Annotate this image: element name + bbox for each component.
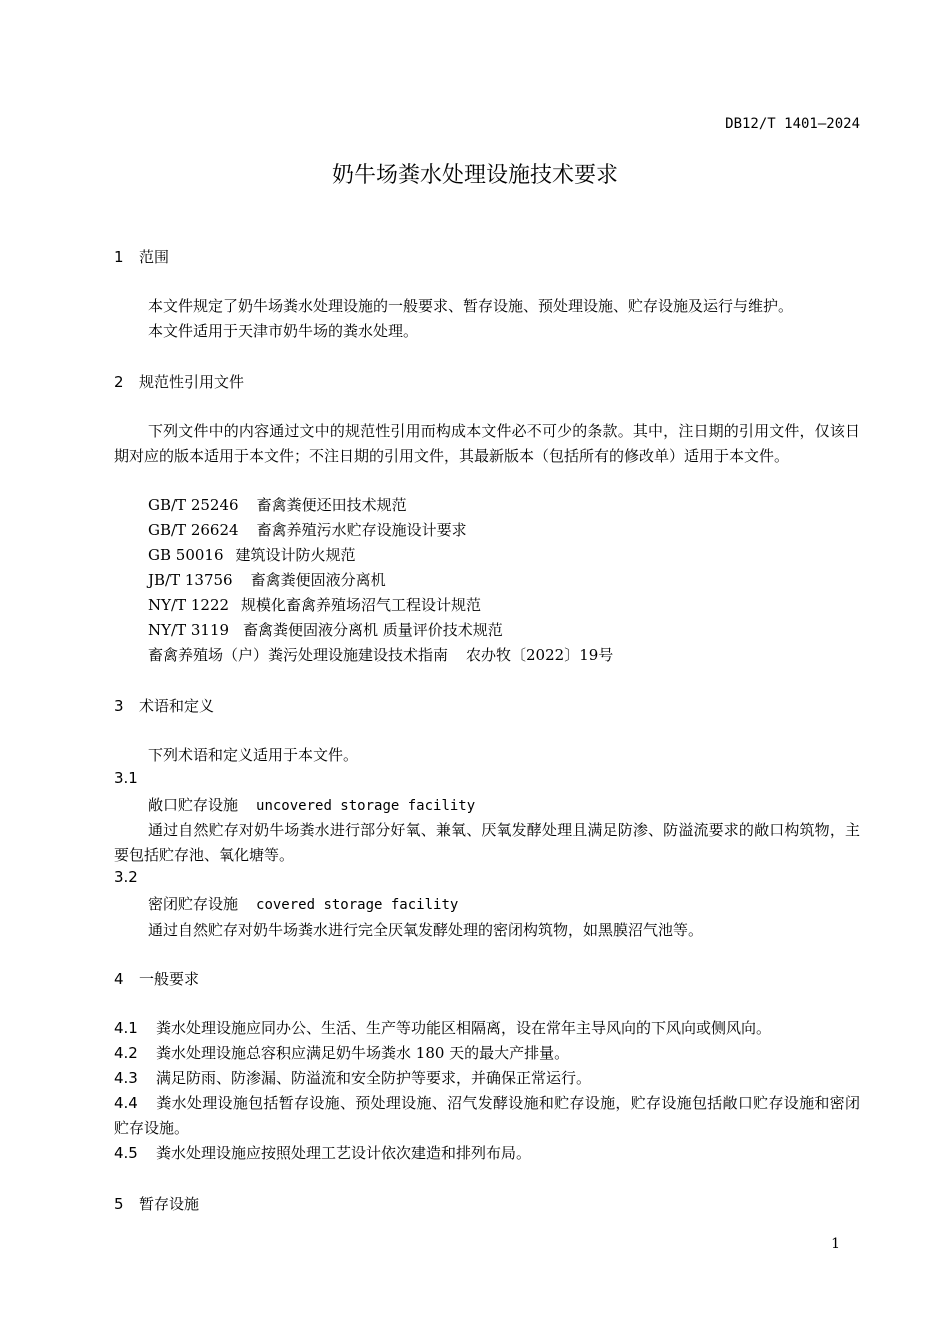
reference-name: 畜禽粪便还田技术规范 (256, 496, 407, 514)
term-number: 3.2 (114, 868, 138, 886)
section-title: 规范性引用文件 (139, 373, 245, 391)
reference-code: NY/T 1222 (148, 596, 230, 614)
item-text: 粪水处理设施应按照处理工艺设计依次建造和排列布局。 (156, 1144, 532, 1162)
reference-name: 农办牧〔2022〕19号 (466, 646, 614, 664)
reference-item (148, 644, 613, 665)
section-number: 2 (114, 373, 124, 391)
requirement-item (114, 1016, 860, 1041)
reference-code: GB/T 26624 (148, 521, 239, 539)
section-3-heading (114, 695, 214, 716)
paragraph: 下列文件中的内容通过文中的规范性引用而构成本文件必不可少的条款。其中，注日期的引用文件，仅该日期对应的版本适用于本文件；不注日期的引用文件，其最新版本（包括所有的修改单）适用于本文件。 (114, 422, 860, 465)
requirement-item (114, 1091, 860, 1140)
reference-code: 畜禽养殖场（户）粪污处理设施建设技术指南 (148, 646, 449, 664)
term-en: covered storage facility (256, 897, 459, 913)
section-number: 1 (114, 248, 124, 266)
section-title: 范围 (139, 248, 170, 266)
page-title: 奶牛场粪水处理设施技术要求 (331, 163, 618, 188)
item-number: 4.5 (114, 1144, 138, 1162)
reference-code: GB/T 25246 (148, 496, 239, 514)
item-text: 粪水处理设施包括暂存设施、预处理设施、沼气发酵设施和贮存设施，贮存设施包括敞口贮存设施和密闭贮存设施。 (114, 1094, 860, 1137)
section-1-heading (114, 246, 169, 267)
reference-code: GB 50016 (148, 546, 224, 564)
reference-code: JB/T 13756 (148, 571, 233, 589)
reference-item (148, 594, 481, 615)
item-number: 4.2 (114, 1044, 138, 1062)
requirement-item (114, 1141, 860, 1166)
item-text: 满足防雨、防渗漏、防溢流和安全防护等要求，并确保正常运行。 (156, 1069, 592, 1087)
page-number: 1 (831, 1236, 840, 1252)
section-title: 一般要求 (139, 970, 200, 988)
item-number: 4.4 (114, 1094, 138, 1112)
term-zh: 敞口贮存设施 (148, 796, 239, 814)
term-zh: 密闭贮存设施 (148, 895, 239, 913)
item-number: 4.3 (114, 1069, 138, 1087)
reference-name: 畜禽粪便固液分离机 (250, 571, 386, 589)
reference-name: 畜禽养殖污水贮存设施设计要求 (256, 521, 467, 539)
item-text: 粪水处理设施应同办公、生活、生产等功能区相隔离，设在常年主导风向的下风向或侧风向。 (156, 1019, 772, 1037)
term-number: 3.1 (114, 769, 138, 787)
reference-name: 规模化畜禽养殖场沼气工程设计规范 (241, 596, 482, 614)
paragraph: 本文件规定了奶牛场粪水处理设施的一般要求、暂存设施、预处理设施、贮存设施及运行与维护。 (148, 297, 794, 315)
paragraph: 下列术语和定义适用于本文件。 (148, 746, 359, 764)
reference-item (148, 544, 356, 565)
section-number: 3 (114, 697, 124, 715)
term-definition: 通过自然贮存对奶牛场粪水进行完全厌氧发酵处理的密闭构筑物，如黑膜沼气池等。 (148, 921, 704, 939)
paragraph: 本文件适用于天津市奶牛场的粪水处理。 (148, 322, 419, 340)
section-4-heading (114, 968, 199, 989)
item-text: 粪水处理设施总容积应满足奶牛场粪水 180 天的最大产排量。 (156, 1044, 570, 1062)
reference-item (148, 569, 386, 590)
reference-code: NY/T 3119 (148, 621, 230, 639)
section-number: 5 (114, 1195, 124, 1213)
section-2-heading (114, 371, 244, 392)
requirement-item (114, 1066, 860, 1091)
section-5-heading (114, 1193, 199, 1214)
reference-item (148, 519, 467, 540)
reference-item (148, 494, 407, 515)
term-definition: 通过自然贮存对奶牛场粪水进行部分好氧、兼氧、厌氧发酵处理且满足防渗、防溢流要求的敞口构筑物，主要包括贮存池、氧化塘等。 (114, 821, 860, 864)
reference-item (148, 619, 503, 640)
item-number: 4.1 (114, 1019, 138, 1037)
reference-name: 建筑设计防火规范 (235, 546, 356, 564)
term-heading (148, 794, 475, 815)
section-title: 暂存设施 (139, 1195, 200, 1213)
term-heading (148, 893, 458, 914)
requirement-item (114, 1041, 860, 1066)
doc-code: DB12/T 1401—2024 (725, 116, 860, 132)
section-number: 4 (114, 970, 124, 988)
reference-name: 畜禽粪便固液分离机 质量评价技术规范 (243, 621, 503, 639)
section-title: 术语和定义 (139, 697, 215, 715)
term-en: uncovered storage facility (256, 798, 476, 814)
